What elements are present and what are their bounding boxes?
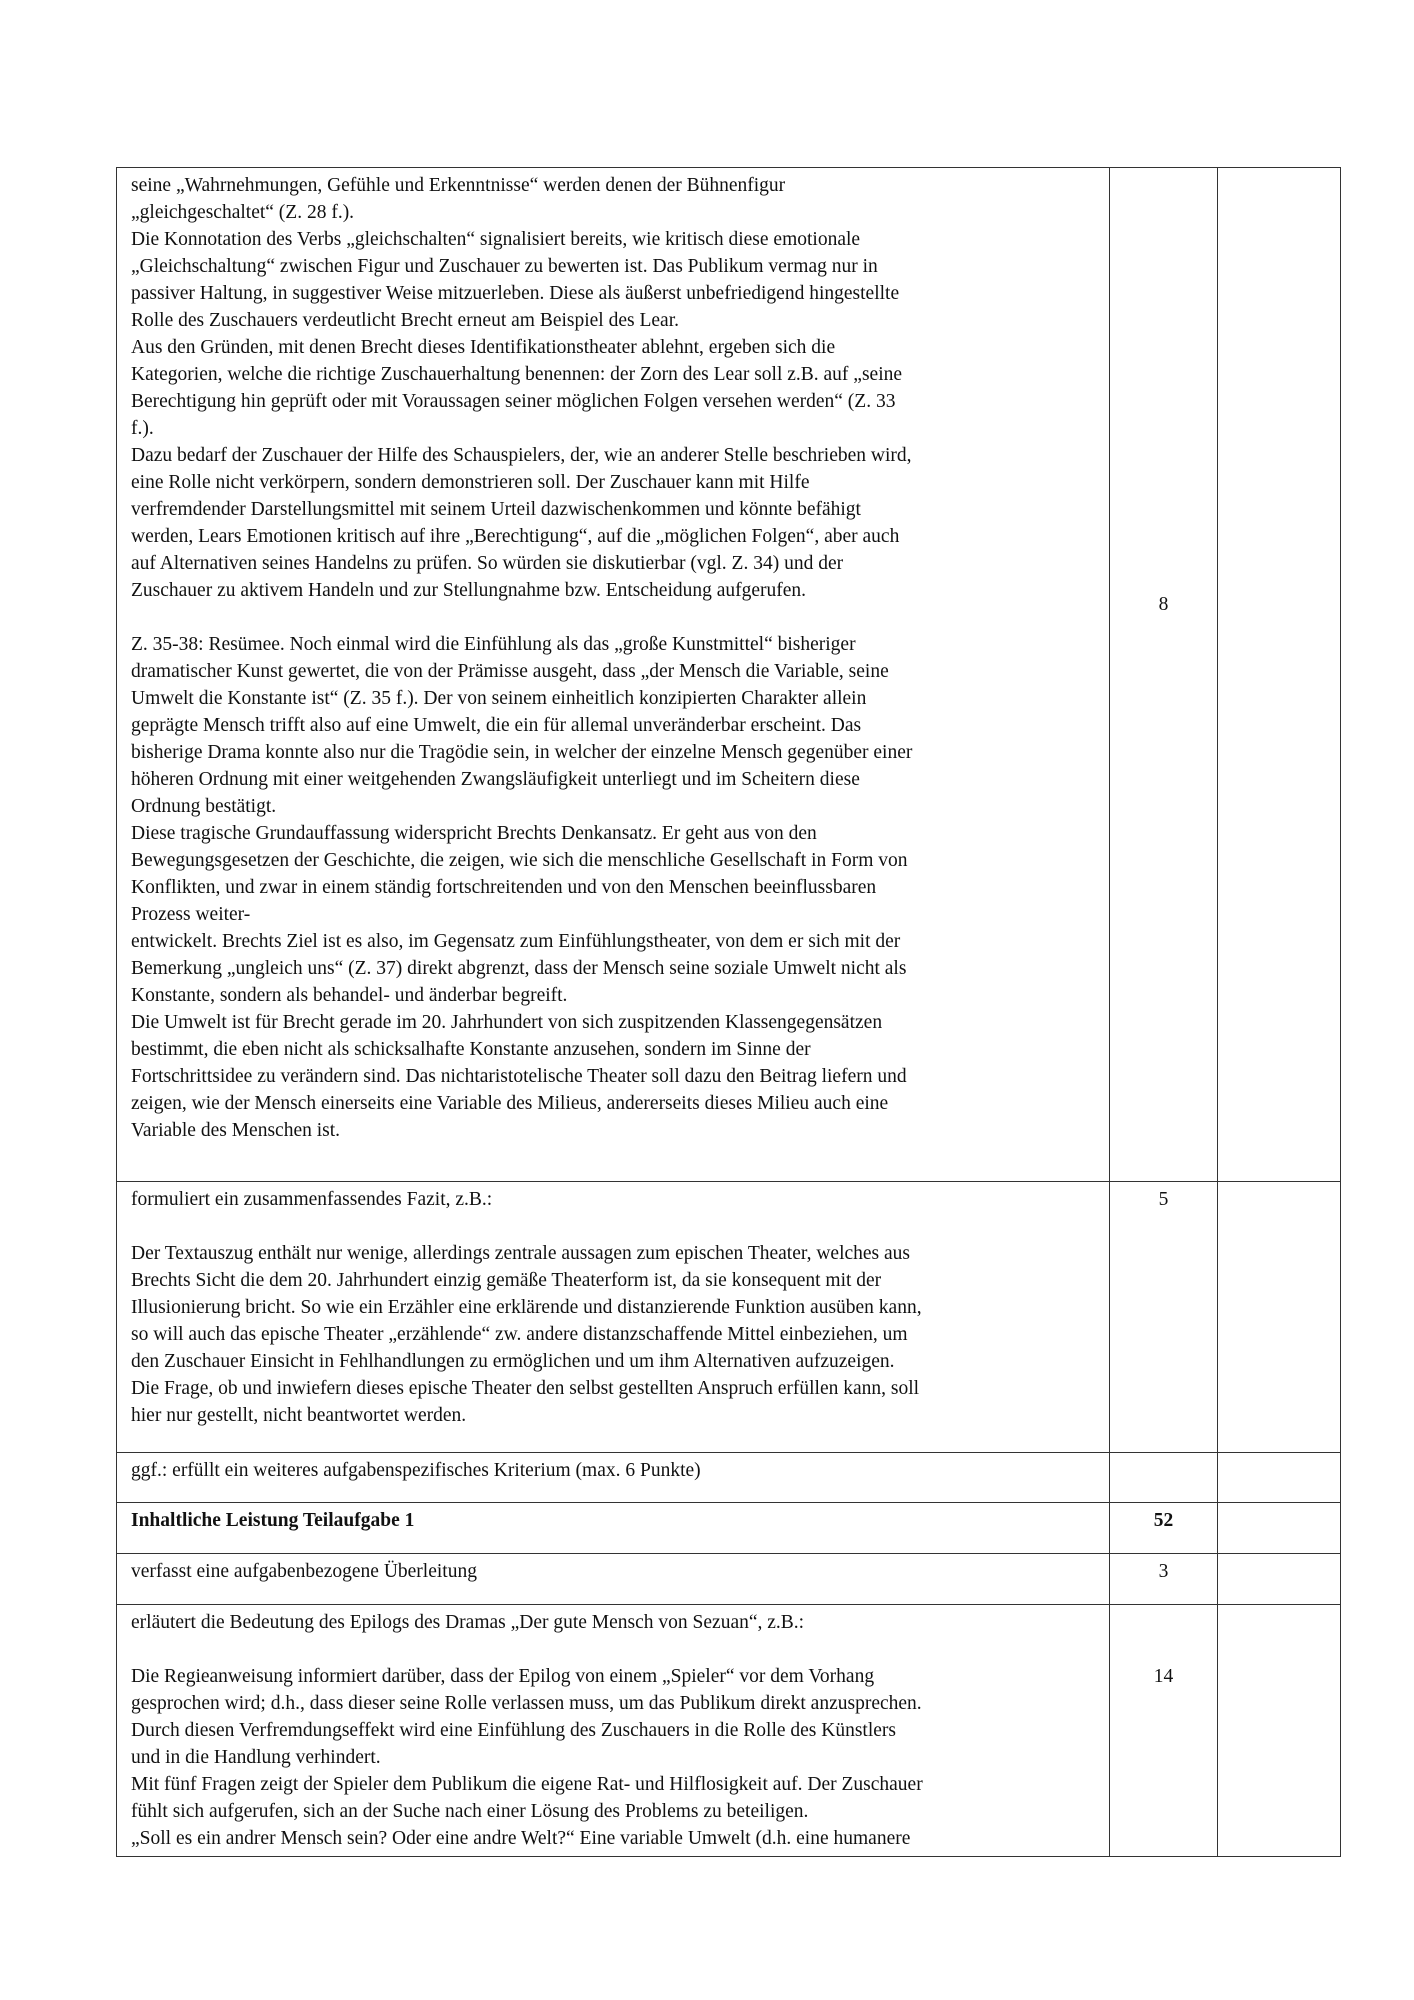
paragraph: Der Textauszug enthält nur wenige, allerdings zentrale aussagen zum epischen Theater, welches aus Brechts Sicht die dem 20. Jahrhundert einzig gemäße Theaterform ist, da sie konsequent mit der Illusionierung bricht. So wie ein Erzähler eine erklärende und distanzierende Funktion ausüben kann, so will auch das epische Theater „erzählende“ zw. andere distanzschaffende Mittel einbeziehen, um den Zuschauer Einsicht in Fehlhandlungen zu ermöglichen und um ihm Alternativen aufzuzeigen. Die Frage, ob und inwiefern dieses epische Theater den selbst gestellten Anspruch erfüllen kann, soll hier nur gestellt, nicht beantwortet werden. <box>131 1243 922 1426</box>
table-row <box>117 1453 1341 1503</box>
paragraph: „Soll es ein andrer Mensch sein? Oder eine andre Welt?“ Eine variable Umwelt (d.h. eine humanere <box>131 1828 911 1849</box>
table-row <box>117 1182 1341 1453</box>
paragraph: Diese tragische Grundauffassung widerspricht Brechts Denkansatz. Er geht aus von den Bewegungsgesetzen der Geschichte, die zeigen, wie sich die menschliche Gesellschaft in Form von Konflikten, und zwar in einem ständig fortschreitenden und von den Menschen beeinflussbaren Prozess weiter- <box>131 823 908 925</box>
points-cell <box>1110 1605 1218 1857</box>
points-value: 8 <box>1158 594 1169 615</box>
points-cell <box>1110 1503 1218 1554</box>
paragraph: Die Umwelt ist für Brecht gerade im 20. Jahrhundert von sich zuspitzenden Klassengegensätzen bestimmt, die eben nicht als schicksalhafte Konstante anzusehen, sondern im Sinne der Fortschrittsidee zu verändern sind. Das nichtaristotelische Theater soll dazu den Beitrag liefern und zeigen, wie der Mensch einerseits eine Variable des Milieus, andererseits dieses Milieu auch eine Variable des Menschen ist. <box>131 1012 907 1141</box>
paragraph: Aus den Gründen, mit denen Brecht dieses Identifikationstheater ablehnt, ergeben sich die Kategorien, welche die richtige Zuschauerhaltung benennen: der Zorn des Lear soll z.B. auf „seine Berechtigung hin geprüft oder mit Voraussagen seiner möglichen Folgen versehen werden“ (Z. 33 f.). <box>131 337 903 439</box>
paragraph: formuliert ein zusammenfassendes Fazit, z.B.: <box>131 1189 493 1210</box>
paragraph: erläutert die Bedeutung des Epilogs des Dramas „Der gute Mensch von Sezuan“, z.B.: <box>131 1612 805 1633</box>
points-cell <box>1110 1182 1218 1453</box>
points-cell <box>1110 168 1218 1182</box>
blank-line <box>131 1636 1095 1663</box>
subtotal-label-cell <box>117 1503 1110 1554</box>
paragraph: Z. 35-38: Resümee. Noch einmal wird die Einfühlung als das „große Kunstmittel“ bisheriger dramatischer Kunst gewertet, die von der Prämisse ausgeht, dass „der Mensch die Variable, seine Umwelt die Konstante ist“ (Z. 35 f.). Der von seinem einheitlich konzipierten Charakter allein geprägte Mensch trifft also auf eine Umwelt, die ein für allemal unveränderbar erscheint. Das bisherige Drama konnte also nur die Tragödie sein, in welcher der einzelne Mensch gegenüber einer höheren Ordnung mit einer weitgehenden Zwangsläufigkeit unterliegt und im Scheitern diese Ordnung bestätigt. <box>131 634 913 817</box>
paragraph: seine „Wahrnehmungen, Gefühle und Erkenntnisse“ werden denen der Bühnenfigur „gleichgeschaltet“ (Z. 28 f.). <box>131 175 786 223</box>
paragraph: entwickelt. Brechts Ziel ist es also, im Gegensatz zum Einfühlungstheater, von dem er sich mit der Bemerkung „ungleich uns“ (Z. 37) direkt abgrenzt, dass der Mensch seine soziale Umwelt nicht als Konstante, sondern als behandel- und änderbar begreift. <box>131 931 907 1006</box>
score-cell <box>1218 1453 1341 1503</box>
points-value: 14 <box>1153 1666 1174 1687</box>
paragraph: Dazu bedarf der Zuschauer der Hilfe des Schauspielers, der, wie an anderer Stelle beschrieben wird, eine Rolle nicht verkörpern, sondern demonstrieren soll. Der Zuschauer kann mit Hilfe verfremdender Darstellungsmittel mit seinem Urteil dazwischenkommen und könnte befähigt werden, Lears Emotionen kritisch auf ihre „Berechtigung“, auf die „möglichen Folgen“, aber auch auf Alternativen seines Handelns zu prüfen. So würden sie diskutierbar (vgl. Z. 34) und der Zuschauer zu aktivem Handeln und zur Stellungnahme bzw. Entscheidung aufgerufen. <box>131 445 912 601</box>
paragraph: Die Konnotation des Verbs „gleichschalten“ signalisiert bereits, wie kritisch diese emotionale „Gleichschaltung“ zwischen Figur und Zuschauer zu bewerten ist. Das Publikum vermag nur in passiver Haltung, in suggestiver Weise mitzuerleben. Diese als äußerst unbefriedigend hingestellte Rolle des Zuschauers verdeutlicht Brecht erneut am Beispiel des Lear. <box>131 229 900 331</box>
points-value: 3 <box>1158 1561 1169 1582</box>
paragraph: ggf.: erfüllt ein weiteres aufgabenspezifisches Kriterium (max. 6 Punkte) <box>131 1460 701 1481</box>
points-cell <box>1110 1453 1218 1503</box>
paragraph: Die Regieanweisung informiert darüber, dass der Epilog von einem „Spieler“ vor dem Vorhang gesprochen wird; d.h., dass dieser seine Rolle verlassen muss, um das Publikum direkt anzusprechen. Durch diesen Verfremdungseffekt wird eine Einfühlung des Zuschauers in die Rolle des Künstlers und in die Handlung verhindert. <box>131 1666 922 1768</box>
paragraph: Mit fünf Fragen zeigt der Spieler dem Publikum die eigene Rat- und Hilflosigkeit auf. Der Zuschauer fühlt sich aufgerufen, sich an der Suche nach einer Lösung des Problems zu beteiligen. <box>131 1774 923 1822</box>
score-cell <box>1218 1503 1341 1554</box>
blank-line <box>131 1213 1095 1240</box>
criterion-cell <box>117 1453 1110 1503</box>
assessment-table <box>116 167 1341 1857</box>
score-cell <box>1218 1605 1341 1857</box>
criterion-cell <box>117 1605 1110 1857</box>
table-row <box>117 1503 1341 1554</box>
table-row <box>117 168 1341 1182</box>
points-value: 5 <box>1158 1189 1169 1210</box>
paragraph: verfasst eine aufgabenbezogene Überleitung <box>131 1561 477 1582</box>
table-row <box>117 1554 1341 1605</box>
criterion-cell <box>117 168 1110 1182</box>
points-cell <box>1110 1554 1218 1605</box>
blank-line <box>131 604 1095 631</box>
criterion-cell <box>117 1182 1110 1453</box>
subtotal-label: Inhaltliche Leistung Teilaufgabe 1 <box>131 1510 415 1531</box>
score-cell <box>1218 1554 1341 1605</box>
score-cell <box>1218 168 1341 1182</box>
criterion-cell <box>117 1554 1110 1605</box>
subtotal-points: 52 <box>1153 1510 1174 1531</box>
score-cell <box>1218 1182 1341 1453</box>
table-row <box>117 1605 1341 1857</box>
